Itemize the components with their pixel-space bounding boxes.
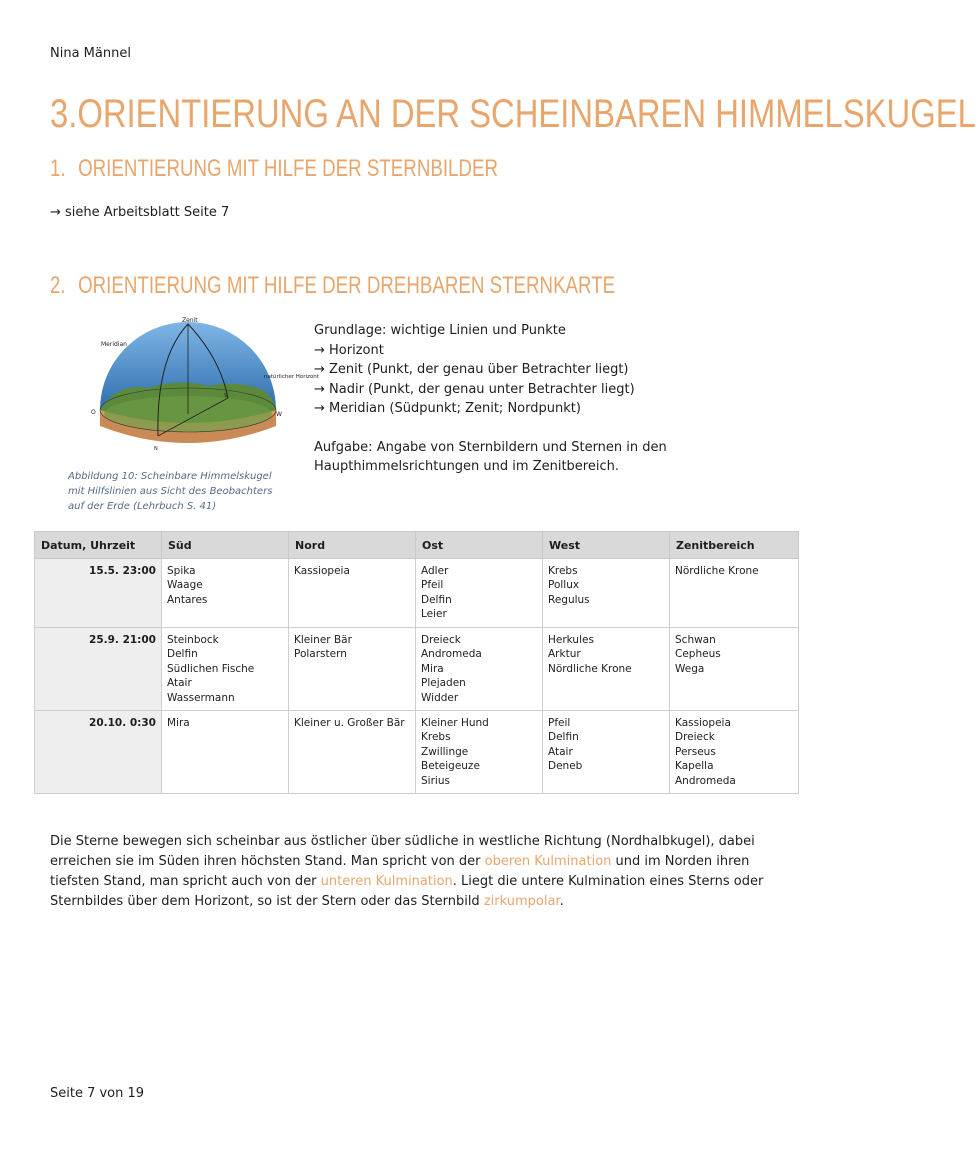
cell-zenit: Kassiopeia Dreieck Perseus Kapella Andromeda: [670, 711, 799, 794]
author-name: Nina Männel: [50, 46, 131, 61]
celestial-sphere-figure: [88, 317, 319, 458]
paragraph-text: .: [559, 894, 564, 909]
cell-zenit: Nördliche Krone: [670, 559, 799, 628]
label-o: O: [91, 409, 96, 416]
table-row: [35, 559, 799, 628]
label-n: N: [154, 446, 158, 452]
cell-sued: Steinbock Delfin Südlichen Fische Atair Wassermann: [162, 628, 289, 711]
worksheet-reference: → siehe Arbeitsblatt Seite 7: [50, 205, 230, 220]
cell-zenit: Schwan Cepheus Wega: [670, 628, 799, 711]
table-row: [35, 628, 799, 711]
header-sued: Süd: [162, 532, 289, 559]
header-nord: Nord: [289, 532, 416, 559]
header-date: Datum, Uhrzeit: [35, 532, 162, 559]
cell-date: 25.9. 21:00: [35, 628, 162, 711]
label-zenit: Zenit: [182, 317, 198, 324]
cell-nord: Kleiner u. Großer Bär: [289, 711, 416, 794]
label-horizont: natürlicher Horizont: [264, 374, 319, 380]
section-2-number: 2.: [50, 272, 66, 299]
cell-sued: Spika Waage Antares: [162, 559, 289, 628]
culmination-paragraph: [50, 832, 780, 912]
cell-west: Pfeil Delfin Atair Deneb: [543, 711, 670, 794]
paragraph-text: . Liegt die untere Kulmination eines Sterns oder Sternbildes über dem Horizont, so ist der Stern oder das Sternbild: [50, 874, 764, 909]
table-row: [35, 711, 799, 794]
observation-table: [34, 531, 799, 794]
cell-nord: Kassiopeia: [289, 559, 416, 628]
cell-west: Herkules Arktur Nördliche Krone: [543, 628, 670, 711]
task-line-2: Haupthimmelsrichtungen und im Zenitbereich.: [314, 459, 619, 474]
basics-block: [314, 321, 814, 477]
cell-west: Krebs Pollux Regulus: [543, 559, 670, 628]
term-obere-kulmination: oberen Kulmination: [484, 854, 612, 869]
page-number: Seite 7 von 19: [50, 1086, 145, 1101]
basics-item: → Horizont: [314, 342, 384, 358]
basics-item: → Zenit (Punkt, der genau über Betrachter liegt): [314, 362, 629, 377]
section-1-heading: [50, 155, 498, 183]
figure-caption: Abbildung 10: Scheinbare Himmelskugel mit Hilfslinien aus Sicht des Beobachters auf der Erde (Lehrbuch S. 41): [68, 471, 273, 512]
label-w: W: [276, 411, 282, 418]
term-untere-kulmination: unteren Kulmination: [320, 874, 453, 889]
cell-ost: Kleiner Hund Krebs Zwillinge Beteigeuze Sirius: [416, 711, 543, 794]
header-west: West: [543, 532, 670, 559]
cell-ost: Dreieck Andromeda Mira Plejaden Widder: [416, 628, 543, 711]
basics-item: → Meridian (Südpunkt; Zenit; Nordpunkt): [314, 401, 581, 416]
header-zenit: Zenitbereich: [670, 532, 799, 559]
section-2-title: ORIENTIERUNG MIT HILFE DER DREHBAREN STERNKARTE: [78, 272, 616, 299]
cell-sued: Mira: [162, 711, 289, 794]
cell-date: 15.5. 23:00: [35, 559, 162, 628]
label-s: S: [224, 393, 228, 399]
term-zirkumpolar: zirkumpolar: [483, 894, 560, 909]
cell-ost: Adler Pfeil Delfin Leier: [416, 559, 543, 628]
label-meridian: Meridian: [101, 341, 127, 348]
task-line-1: Aufgabe: Angabe von Sternbildern und Sternen in den: [314, 439, 667, 455]
section-2-heading: [50, 272, 615, 300]
basics-heading: Grundlage: wichtige Linien und Punkte: [314, 323, 566, 338]
section-1-number: 1.: [50, 155, 66, 182]
cell-date: 20.10. 0:30: [35, 711, 162, 794]
section-1-title: ORIENTIERUNG MIT HILFE DER STERNBILDER: [78, 155, 498, 182]
paragraph-text: und im Norden ihren tiefsten Stand, man spricht auch von der: [50, 854, 750, 889]
header-ost: Ost: [416, 532, 543, 559]
table-header-row: [35, 532, 799, 559]
basics-item: → Nadir (Punkt, der genau unter Betrachter liegt): [314, 381, 635, 397]
cell-nord: Kleiner Bär Polarstern: [289, 628, 416, 711]
page-title: 3.ORIENTIERUNG AN DER SCHEINBAREN HIMMELSKUGEL: [50, 92, 976, 136]
paragraph-text: Die Sterne bewegen sich scheinbar aus östlicher über südliche in westliche Richtung (Nordhalbkugel), dabei erreichen sie im Süden ihren höchsten Stand. Man spricht von der: [50, 834, 755, 869]
